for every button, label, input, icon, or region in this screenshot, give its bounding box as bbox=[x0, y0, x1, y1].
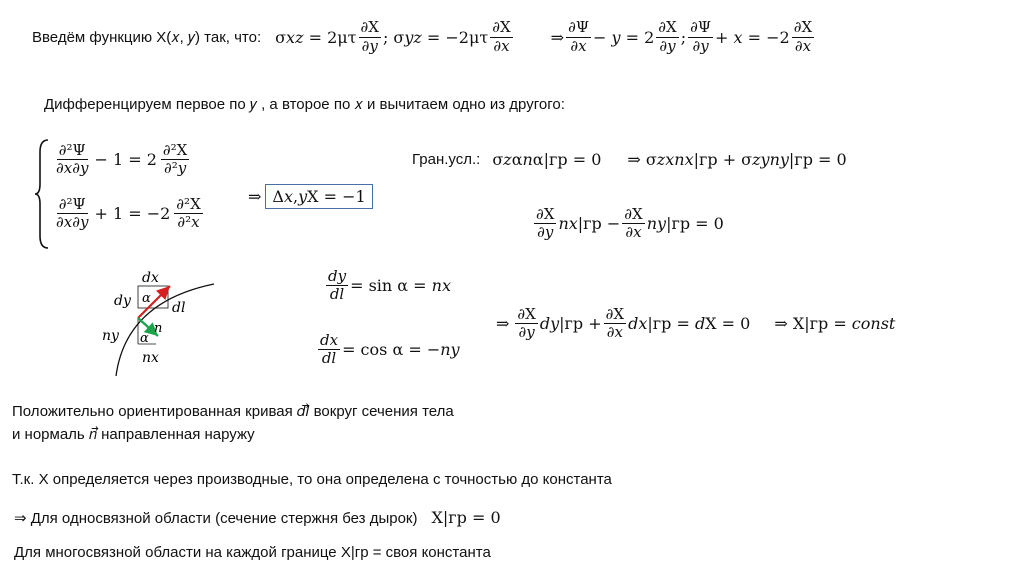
fig-nx-label: nx bbox=[142, 350, 159, 366]
simply-connected-eq: X|гр = 0 bbox=[431, 508, 501, 527]
eq1-mid: − 𝑦 = 2 bbox=[593, 27, 655, 47]
boundary-line bbox=[412, 150, 847, 169]
eq2-mid: + 𝑥 = −2 bbox=[715, 27, 790, 47]
implies-1: ⇒ bbox=[550, 27, 565, 47]
boundary-label: Гран.усл.: bbox=[412, 151, 481, 168]
fig-dl-label: dl bbox=[172, 300, 186, 316]
fraction-dX-dx-2: $\frac{\partial X}{\text{∂𝑥}}$ bbox=[793, 18, 813, 55]
constant-text: Т.к. Х определяется через производные, то она определена с точностью до константа bbox=[12, 471, 612, 488]
fraction-dPsi-dx: $\frac{\partial\Psi}{\text{∂𝑥}}$ bbox=[568, 18, 589, 55]
sin-relation: $\frac{\text{𝑑𝑦}}{\text{𝑑𝑙}}$ = sin α = 𝑛𝑥 bbox=[328, 267, 451, 304]
fraction-dX-dy-2: $\frac{\partial X}{\text{∂𝑦}}$ bbox=[658, 18, 677, 55]
system-eq2: $\frac{\text{∂²Ψ}}{\text{∂𝑥∂𝑦}}$ + 1 = −2 $\frac{\text{∂²X}}{\text{∂²𝑥}}$ bbox=[56, 195, 201, 232]
laplace-result-group bbox=[248, 184, 373, 209]
boundary-eq1: σ𝑧α𝑛α|гр = 0 bbox=[492, 150, 602, 169]
eq1-sep: ; bbox=[680, 27, 687, 47]
differentiate-text: Дифференцируем первое по 𝑦 , а второе по 𝑥 и вычитаем одно из другого: bbox=[44, 96, 565, 113]
orientation-text-2: и нормаль 𝑛⃗ направленная наружу bbox=[12, 426, 255, 443]
cos-relation: $\frac{\text{𝑑𝑥}}{\text{𝑑𝑙}}$ = cos α = −𝑛𝑦 bbox=[320, 331, 460, 368]
multiply-connected-text: Для многосвязной области на каждой границе X|гр = своя константа bbox=[14, 544, 491, 561]
fig-alpha-top: α bbox=[142, 291, 151, 306]
laplace-result: Δ𝑥,𝑦X = −1 bbox=[265, 184, 372, 209]
sigma-xz: σ𝑥𝑧 = 2μτ bbox=[275, 27, 357, 47]
fig-alpha-bottom: α bbox=[140, 331, 149, 346]
fig-dy-label: dy bbox=[114, 293, 131, 309]
intro-line bbox=[32, 12, 816, 62]
system-eq1: $\frac{\text{∂²Ψ}}{\text{∂𝑥∂𝑦}}$ − 1 = 2 $\frac{\text{∂²X}}{\text{∂²𝑦}}$ bbox=[56, 141, 188, 178]
sigma-yz: ; σ𝑦𝑧 = −2μτ bbox=[382, 27, 489, 47]
fig-dx-label: dx bbox=[142, 270, 159, 286]
fig-n-label: n bbox=[154, 321, 163, 336]
intro-text: Введём функцию Х(𝑥, 𝑦) так, что: bbox=[32, 28, 262, 46]
fraction-dX-dy: $\frac{\partial X}{\text{∂𝑦}}$ bbox=[360, 18, 379, 55]
boundary-eq2: ⇒ σ𝑧𝑥𝑛𝑥|гр + σ𝑧𝑦𝑛𝑦|гр = 0 bbox=[627, 150, 847, 169]
boundary-eq3: $\frac{\partial X}{\text{∂𝑦}}$ 𝑛𝑥|гр − $\frac{\partial X}{\text{∂𝑥}}$ 𝑛𝑦|гр = 0 bbox=[536, 205, 724, 242]
implies-2: ⇒ bbox=[248, 187, 262, 206]
fraction-dPsi-dy: $\frac{\partial\Psi}{\text{∂𝑦}}$ bbox=[690, 18, 712, 55]
brace-icon bbox=[34, 138, 50, 250]
simply-connected-text: ⇒ Для односвязной области (сечение стержня без дырок) bbox=[14, 509, 418, 527]
total-differential: ⇒ $\frac{\partial X}{\text{∂𝑦}}$ 𝑑𝑦|гр + $\frac{\partial X}{\text{∂𝑥}}$ 𝑑𝑥|гр = 𝑑X = 0 ⇒ X|гр = 𝑐𝑜𝑛𝑠𝑡 bbox=[496, 305, 896, 342]
equation-system bbox=[34, 138, 224, 250]
const-result: ⇒ X|гр = 𝑐𝑜𝑛𝑠𝑡 bbox=[774, 314, 896, 334]
contour-figure bbox=[96, 262, 226, 380]
fig-ny-label: ny bbox=[102, 328, 119, 344]
orientation-text-1: Положительно ориентированная кривая 𝑑𝑙⃗ вокруг сечения тела bbox=[12, 403, 454, 420]
simply-connected-line bbox=[14, 508, 501, 527]
fraction-dX-dx: $\frac{\partial X}{\text{∂𝑥}}$ bbox=[492, 18, 511, 55]
